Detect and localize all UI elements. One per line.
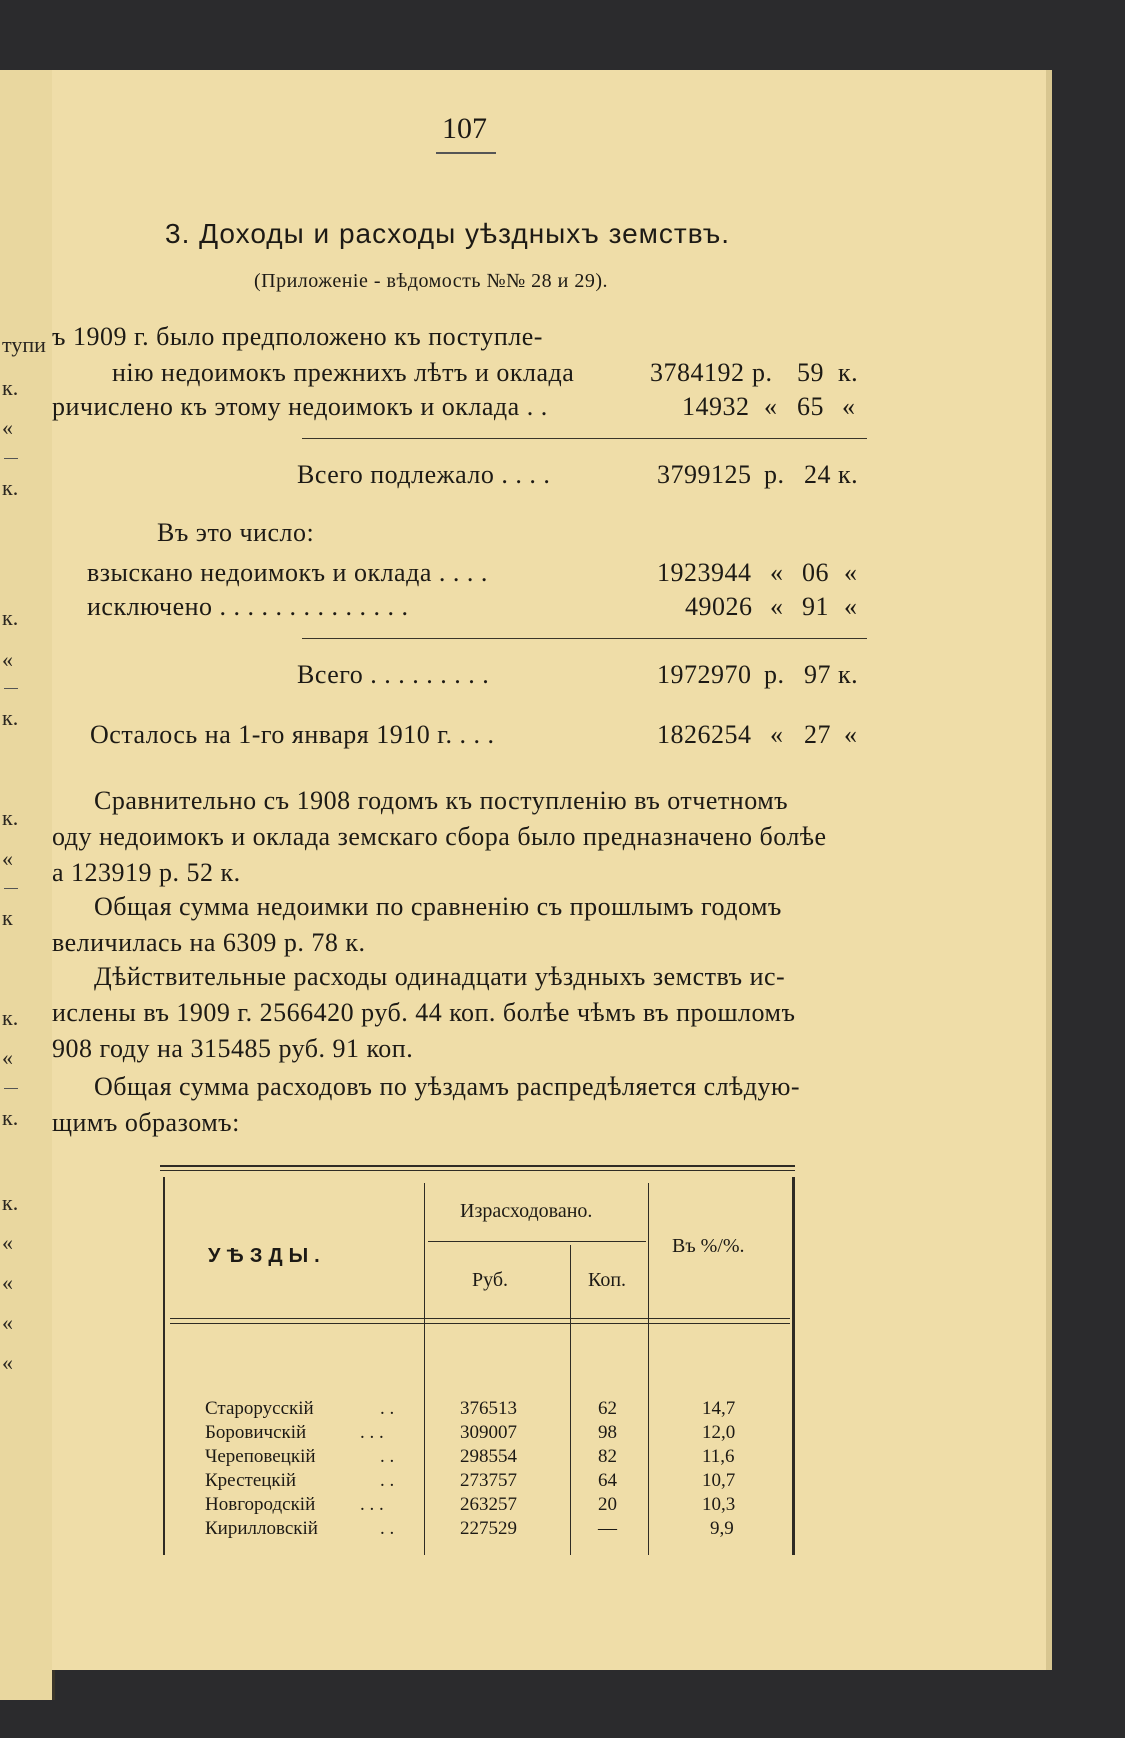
margin-fragment: к xyxy=(2,905,13,930)
margin-rule xyxy=(4,688,18,689)
statement-kopecks: 24 xyxy=(804,460,831,489)
paragraph-line: Общая сумма недоимки по сравненію съ прошлымъ годомъ xyxy=(94,892,782,921)
kop-value: 64 xyxy=(598,1470,617,1491)
section-subtitle: (Приложеніе - вѣдомость №№ 28 и 29). xyxy=(254,270,609,292)
table-row xyxy=(160,1422,850,1446)
margin-fragment: к. xyxy=(2,1105,19,1130)
percent-value: 9,9 xyxy=(710,1518,734,1539)
statement-kopecks: 59 xyxy=(797,358,824,387)
table-row xyxy=(160,1494,850,1518)
statement-amount: 3784192 xyxy=(650,358,745,387)
table-row xyxy=(160,1518,850,1542)
district-name: Крестецкій xyxy=(205,1470,297,1491)
paragraph-line: Дѣйствительные расходы одинадцати уѣздныхъ земствъ ис- xyxy=(94,962,786,991)
district-name: Новгородскій xyxy=(205,1494,316,1515)
statement-amount: 3799125 xyxy=(657,460,752,489)
margin-fragment: « xyxy=(2,1310,13,1335)
statement-amount: 1972970 xyxy=(657,660,752,689)
margin-fragment: к. xyxy=(2,1005,19,1030)
margin-rule xyxy=(4,1088,18,1089)
statement-kopecks: 06 xyxy=(802,558,829,587)
margin-fragment: « xyxy=(2,415,13,440)
table-rule xyxy=(160,1170,795,1171)
district-name: Череповецкій xyxy=(205,1446,316,1467)
leader-dots: . . xyxy=(380,1470,395,1491)
statement-kop-unit: к. xyxy=(838,460,859,489)
margin-fragment: к. xyxy=(2,1190,19,1215)
kop-value: 98 xyxy=(598,1422,617,1443)
statement-unit: « xyxy=(764,392,778,421)
paragraph xyxy=(52,1072,937,1144)
kop-value: 62 xyxy=(598,1398,617,1419)
statement-kop-unit: к. xyxy=(838,358,859,387)
margin-fragment: к. xyxy=(2,375,19,400)
margin-fragment: « xyxy=(2,1350,13,1375)
paragraph-line: ислены въ 1909 г. 2566420 руб. 44 коп. болѣе чѣмъ въ прошломъ xyxy=(52,998,796,1027)
statement-kop-unit: « xyxy=(842,392,856,421)
statement-kop-unit: « xyxy=(844,720,858,749)
margin-fragment: к. xyxy=(2,805,19,830)
percent-value: 11,6 xyxy=(702,1446,735,1467)
statement-line: Въ это число: xyxy=(157,518,315,547)
rub-value: 227529 xyxy=(460,1518,517,1539)
statement-unit: р. xyxy=(764,460,785,489)
page-number-ornament xyxy=(436,152,496,154)
table-row xyxy=(160,1398,850,1422)
statement-line: Осталось на 1-го января 1910 г. . . . xyxy=(90,720,495,749)
statement-line: нію недоимокъ прежнихъ лѣтъ и оклада xyxy=(112,358,575,387)
statement-amount: 1923944 xyxy=(657,558,752,587)
table-rule xyxy=(428,1241,646,1242)
paragraph xyxy=(52,786,937,894)
margin-fragment: « xyxy=(2,1270,13,1295)
column-header-rub: Руб. xyxy=(472,1269,509,1291)
statement-line: ъ 1909 г. было предположено къ поступле- xyxy=(52,322,543,351)
percent-value: 14,7 xyxy=(702,1398,736,1419)
paragraph xyxy=(52,892,937,964)
statement-kop-unit: « xyxy=(844,592,858,621)
section-title: 3. Доходы и расходы уѣздныхъ земствъ. xyxy=(165,218,730,249)
margin-fragment: тупи xyxy=(2,332,46,357)
statement-unit: « xyxy=(770,592,784,621)
rub-value: 273757 xyxy=(460,1470,517,1491)
statement-line: исключено . . . . . . . . . . . . . . xyxy=(87,592,409,621)
table-rule xyxy=(170,1318,790,1319)
previous-page-edge xyxy=(0,70,55,1700)
leader-dots: . . xyxy=(380,1446,395,1467)
kop-value: — xyxy=(598,1518,617,1539)
statement-kop-unit: к. xyxy=(838,660,859,689)
statement-kopecks: 91 xyxy=(802,592,829,621)
paragraph xyxy=(52,962,937,1070)
column-header-percent: Въ %/%. xyxy=(672,1235,745,1257)
margin-fragment: « xyxy=(2,647,13,672)
statement-amount: 1826254 xyxy=(657,720,752,749)
sum-rule xyxy=(302,638,867,639)
paragraph-line: 908 году на 315485 руб. 91 коп. xyxy=(52,1034,414,1063)
leader-dots: . . . xyxy=(360,1422,384,1443)
column-header-kop: Коп. xyxy=(588,1269,627,1291)
percent-value: 10,3 xyxy=(702,1494,736,1515)
margin-rule xyxy=(4,888,18,889)
table-rule xyxy=(160,1165,795,1167)
paragraph-line: щимъ образомъ: xyxy=(52,1108,240,1137)
statement-unit: р. xyxy=(752,358,773,387)
percent-value: 12,0 xyxy=(702,1422,736,1443)
leader-dots: . . . xyxy=(360,1494,384,1515)
margin-fragment: к. xyxy=(2,605,19,630)
margin-fragment: « xyxy=(2,1045,13,1070)
statement-amount: 14932 xyxy=(682,392,750,421)
margin-fragment: к. xyxy=(2,705,19,730)
paragraph-line: оду недоимокъ и оклада земскаго сбора было предназначено болѣе xyxy=(52,822,827,851)
statement-unit: р. xyxy=(764,660,785,689)
statement-kopecks: 97 xyxy=(804,660,831,689)
kop-value: 82 xyxy=(598,1446,617,1467)
statement-unit: « xyxy=(770,720,784,749)
margin-rule xyxy=(4,458,18,459)
rub-value: 263257 xyxy=(460,1494,517,1515)
statement-kop-unit: « xyxy=(844,558,858,587)
statement-total-line: Всего . . . . . . . . . xyxy=(297,660,490,689)
paragraph-line: Общая сумма расходовъ по уѣздамъ распредѣляется слѣдую- xyxy=(94,1072,801,1101)
column-header-spent: Израсходовано. xyxy=(460,1200,593,1222)
statement-total-line: Всего подлежало . . . . xyxy=(297,460,551,489)
rub-value: 309007 xyxy=(460,1422,517,1443)
table-row xyxy=(160,1470,850,1494)
margin-fragment: « xyxy=(2,846,13,871)
sum-rule xyxy=(302,438,867,439)
statement-line: ричислено къ этому недоимокъ и оклада . . xyxy=(52,392,548,421)
statement-amount: 49026 xyxy=(685,592,753,621)
table-row xyxy=(160,1446,850,1470)
margin-fragment: « xyxy=(2,1230,13,1255)
district-name: Боровичскій xyxy=(205,1422,307,1443)
leader-dots: . . xyxy=(380,1518,395,1539)
district-name: Старорусскій xyxy=(205,1398,314,1419)
kop-value: 20 xyxy=(598,1494,617,1515)
leader-dots: . . xyxy=(380,1398,395,1419)
statement-kopecks: 65 xyxy=(797,392,824,421)
paragraph-line: Сравнительно съ 1908 годомъ къ поступленію въ отчетномъ xyxy=(94,786,789,815)
rub-value: 376513 xyxy=(460,1398,517,1419)
page-number: 107 xyxy=(442,112,487,145)
statement-unit: « xyxy=(770,558,784,587)
table-rule xyxy=(170,1323,790,1324)
statement-kopecks: 27 xyxy=(804,720,831,749)
district-name: Кирилловскій xyxy=(205,1518,318,1539)
expenses-table xyxy=(160,1165,850,1565)
statement-line: взыскано недоимокъ и оклада . . . . xyxy=(87,558,488,587)
paragraph-line: а 123919 р. 52 к. xyxy=(52,858,241,887)
rub-value: 298554 xyxy=(460,1446,517,1467)
percent-value: 10,7 xyxy=(702,1470,736,1491)
column-header-district: УѢЗДЫ. xyxy=(208,1245,326,1267)
margin-fragment: к. xyxy=(2,475,19,500)
paragraph-line: величилась на 6309 р. 78 к. xyxy=(52,928,366,957)
